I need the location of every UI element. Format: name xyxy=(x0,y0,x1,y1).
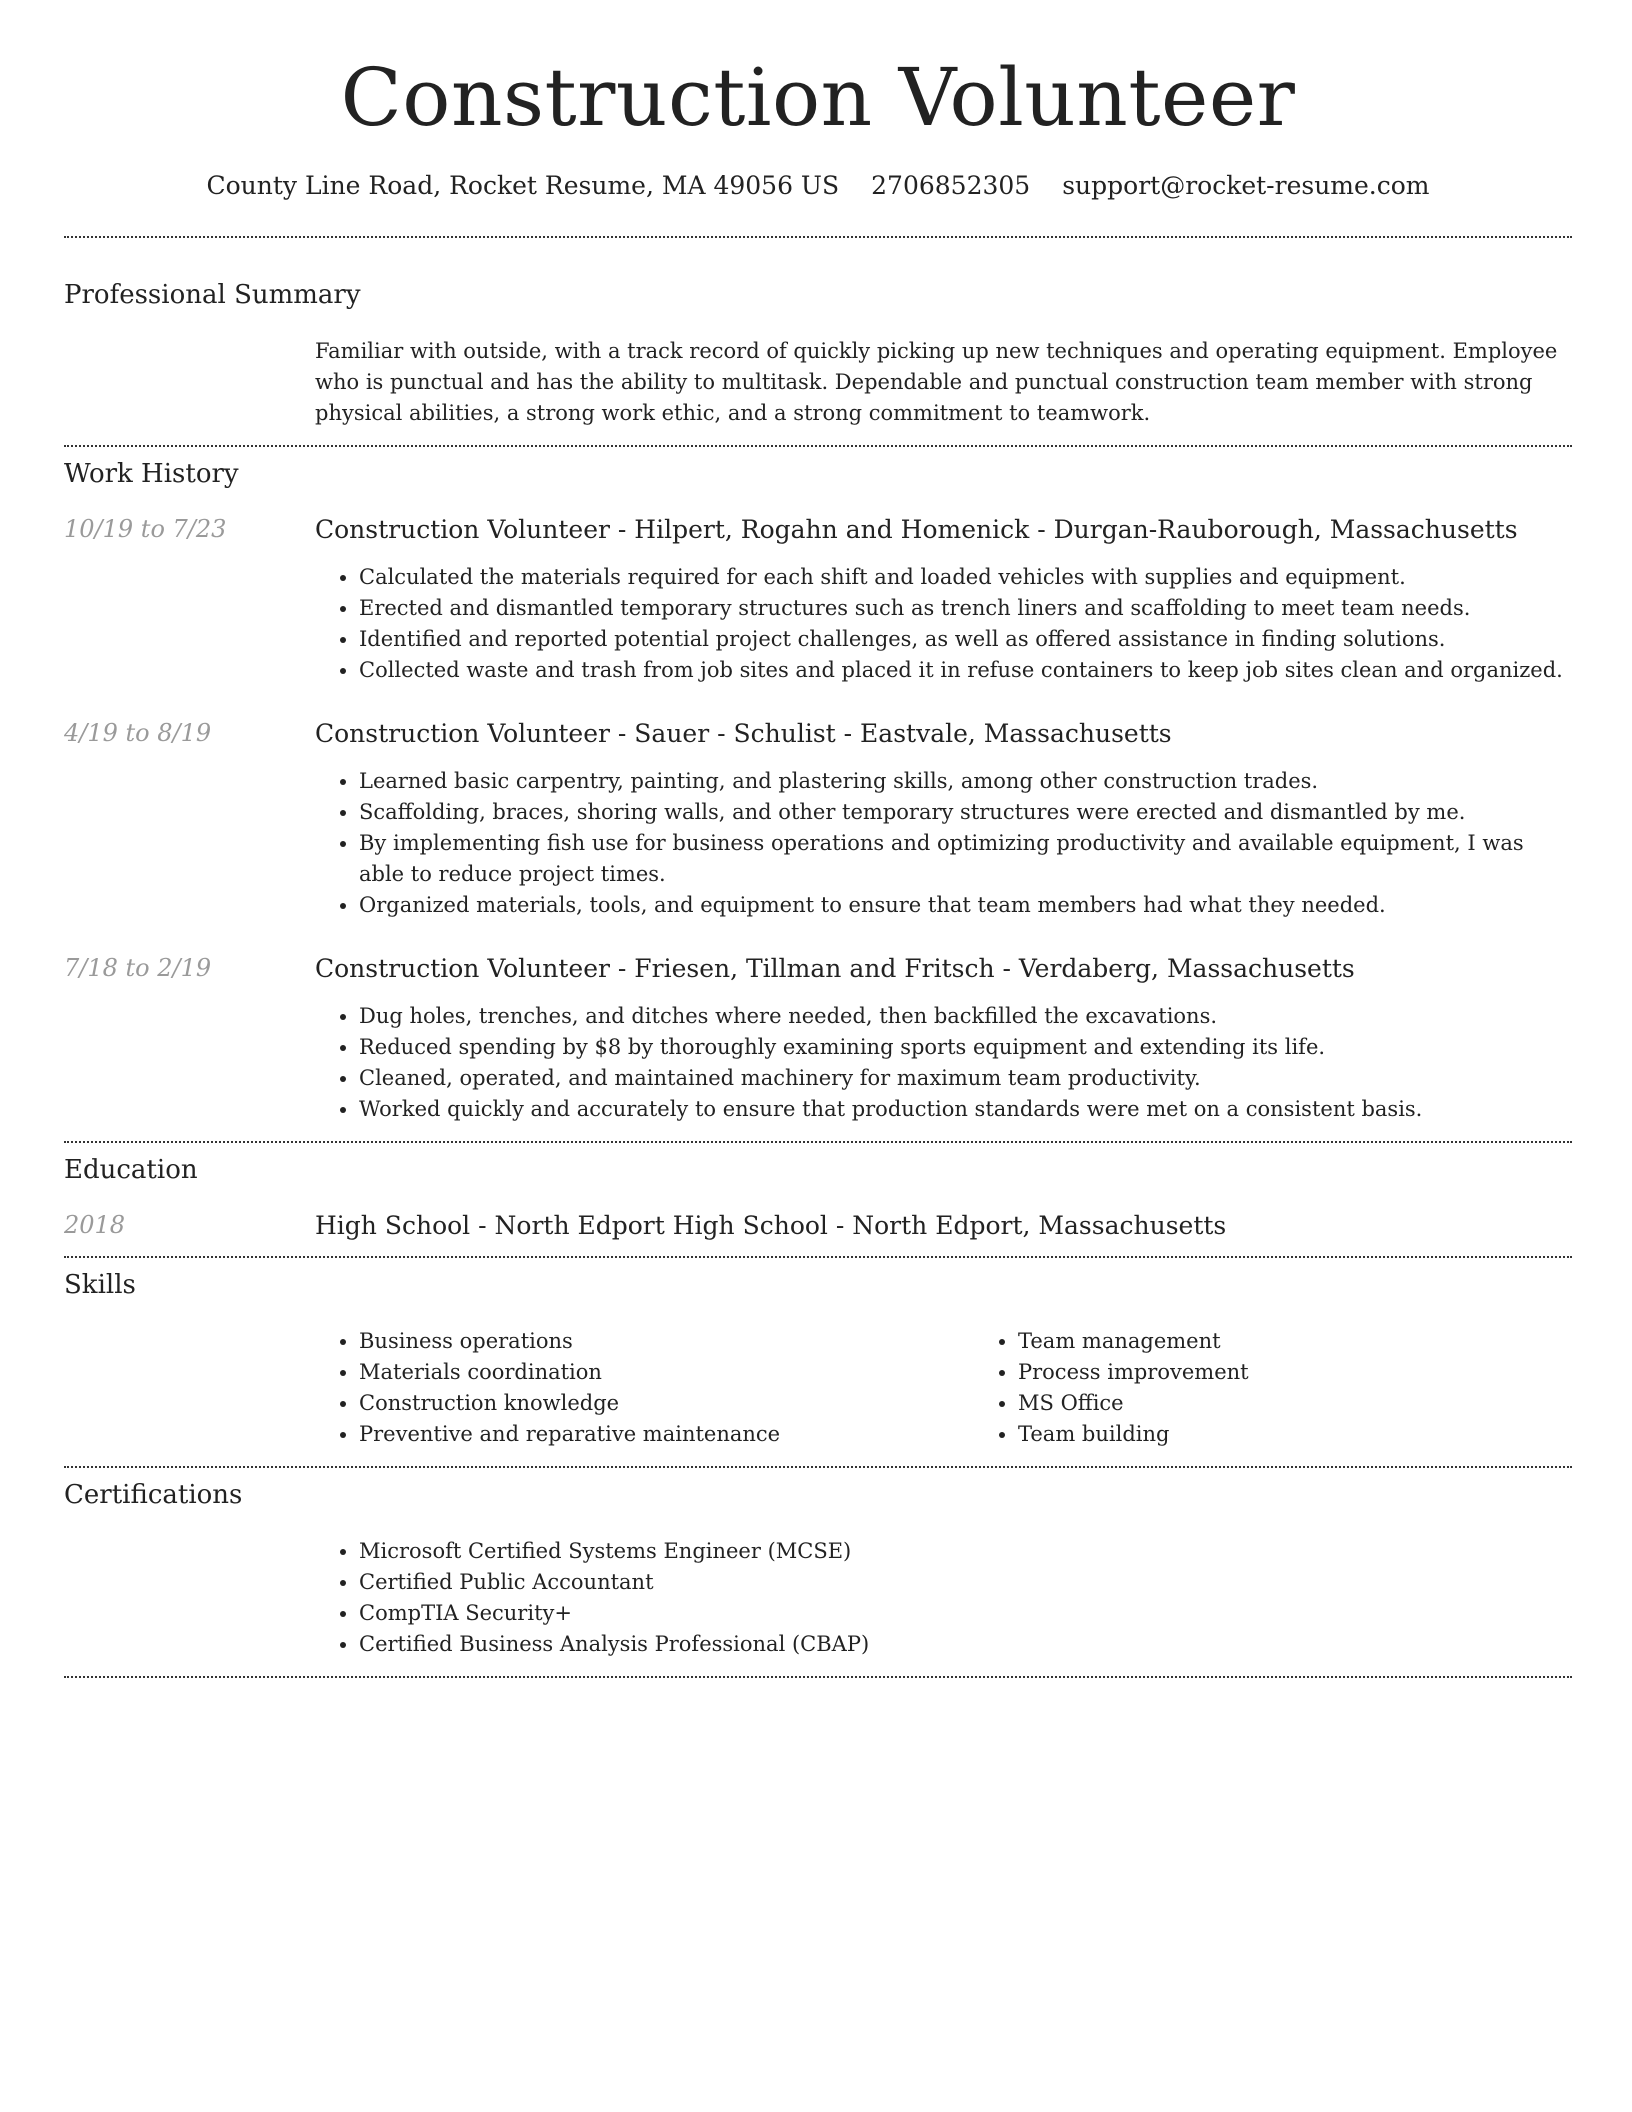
job-entry xyxy=(64,515,1572,686)
certification-item: • Certified Public Accountant xyxy=(359,1567,1572,1598)
job-dates: 4/19 to 8/19 xyxy=(64,719,212,747)
job-bullet: • By implementing fish use for business operations and optimizing productivity and available equipment, I was able to reduce project times. xyxy=(359,828,1572,890)
skills-list xyxy=(315,1326,1632,1450)
phone: 2706852305 xyxy=(871,171,1031,200)
job-title xyxy=(315,954,1572,983)
job-dates: 7/18 to 2/19 xyxy=(64,954,212,982)
job-bullet: • Collected waste and trash from job sites and placed it in refuse containers to keep job sites clean and organized. xyxy=(359,655,1572,686)
skill-item: • MS Office xyxy=(1018,1388,1632,1419)
job-bullet: • Reduced spending by $8 by thoroughly examining sports equipment and extending its life. xyxy=(359,1032,1572,1063)
education-entry xyxy=(64,1211,1572,1240)
education-degree: High School - North Edport High School - North Edport, Massachusetts xyxy=(315,1211,1227,1240)
summary-spacer xyxy=(64,336,315,429)
job-bullet: • Erected and dismantled temporary structures such as trench liners and scaffolding to meet team needs. xyxy=(359,593,1572,624)
job-bullet: • Scaffolding, braces, shoring walls, and other temporary structures were erected and dismantled by me. xyxy=(359,797,1572,828)
job-role: Construction Volunteer xyxy=(315,719,610,748)
job-bullet: • Organized materials, tools, and equipment to ensure that team members had what they needed. xyxy=(359,890,1572,921)
job-bullet: • Worked quickly and accurately to ensure that production standards were met on a consistent basis. xyxy=(359,1094,1572,1125)
skills-heading: Skills xyxy=(64,1270,136,1300)
candidate-name: Construction Volunteer xyxy=(340,51,1296,144)
skill-item: • Construction knowledge xyxy=(359,1388,974,1419)
certifications-list xyxy=(315,1536,1572,1660)
job-role: Construction Volunteer xyxy=(315,954,610,983)
job-title xyxy=(315,515,1572,544)
job-bullet: • Identified and reported potential project challenges, as well as offered assistance in finding solutions. xyxy=(359,624,1572,655)
certification-item: • CompTIA Security+ xyxy=(359,1598,1572,1629)
certifications-spacer xyxy=(64,1536,315,1660)
divider xyxy=(64,1676,1572,1678)
divider xyxy=(64,445,1572,447)
summary-heading: Professional Summary xyxy=(64,280,361,310)
job-bullet: • Calculated the materials required for each shift and loaded vehicles with supplies and equipment. xyxy=(359,562,1572,593)
summary-text: Familiar with outside, with a track record of quickly picking up new techniques and operating equipment. Employee who is punctual and has the ability to multitask. Dependable and punctual construction team member with strong physical abilities, a strong work ethic, and a strong commitment to teamwork. xyxy=(315,339,1558,425)
job-role: Construction Volunteer xyxy=(315,515,610,544)
divider xyxy=(64,1466,1572,1468)
job-bullet: • Dug holes, trenches, and ditches where needed, then backfilled the excavations. xyxy=(359,1001,1572,1032)
job-bullet: • Learned basic carpentry, painting, and plastering skills, among other construction trades. xyxy=(359,766,1572,797)
job-title xyxy=(315,719,1572,748)
job-details: - Friesen, Tillman and Fritsch - Verdaberg, Massachusetts xyxy=(609,954,1355,983)
job-details: - Hilpert, Rogahn and Homenick - Durgan-Rauborough, Massachusetts xyxy=(609,515,1518,544)
skills-column-left xyxy=(315,1326,974,1450)
job-bullet: • Cleaned, operated, and maintained machinery for maximum team productivity. xyxy=(359,1063,1572,1094)
skills-column-right xyxy=(974,1326,1632,1450)
job-entry xyxy=(64,954,1572,1125)
certifications-heading: Certifications xyxy=(64,1480,243,1510)
skill-item: • Team management xyxy=(1018,1326,1632,1357)
certification-item: • Certified Business Analysis Professional (CBAP) xyxy=(359,1629,1572,1660)
job-dates: 10/19 to 7/23 xyxy=(64,515,227,543)
divider xyxy=(64,1256,1572,1258)
divider xyxy=(64,236,1572,238)
divider xyxy=(64,1141,1572,1143)
contact-info xyxy=(64,171,1572,200)
skill-item: • Business operations xyxy=(359,1326,974,1357)
skill-item: • Preventive and reparative maintenance xyxy=(359,1419,974,1450)
email: support@rocket-resume.com xyxy=(1062,171,1430,200)
work-history-heading: Work History xyxy=(64,459,239,489)
job-details: - Sauer - Schulist - Eastvale, Massachusetts xyxy=(609,719,1172,748)
skills-spacer xyxy=(64,1326,315,1450)
resume-page xyxy=(64,0,1572,1678)
skill-item: • Team building xyxy=(1018,1419,1632,1450)
job-entry xyxy=(64,719,1572,921)
certification-item: • Microsoft Certified Systems Engineer (MCSE) xyxy=(359,1536,1572,1567)
skill-item: • Materials coordination xyxy=(359,1357,974,1388)
education-heading: Education xyxy=(64,1155,198,1185)
skill-item: • Process improvement xyxy=(1018,1357,1632,1388)
address: County Line Road, Rocket Resume, MA 49056 US xyxy=(206,171,840,200)
education-year: 2018 xyxy=(64,1211,126,1239)
